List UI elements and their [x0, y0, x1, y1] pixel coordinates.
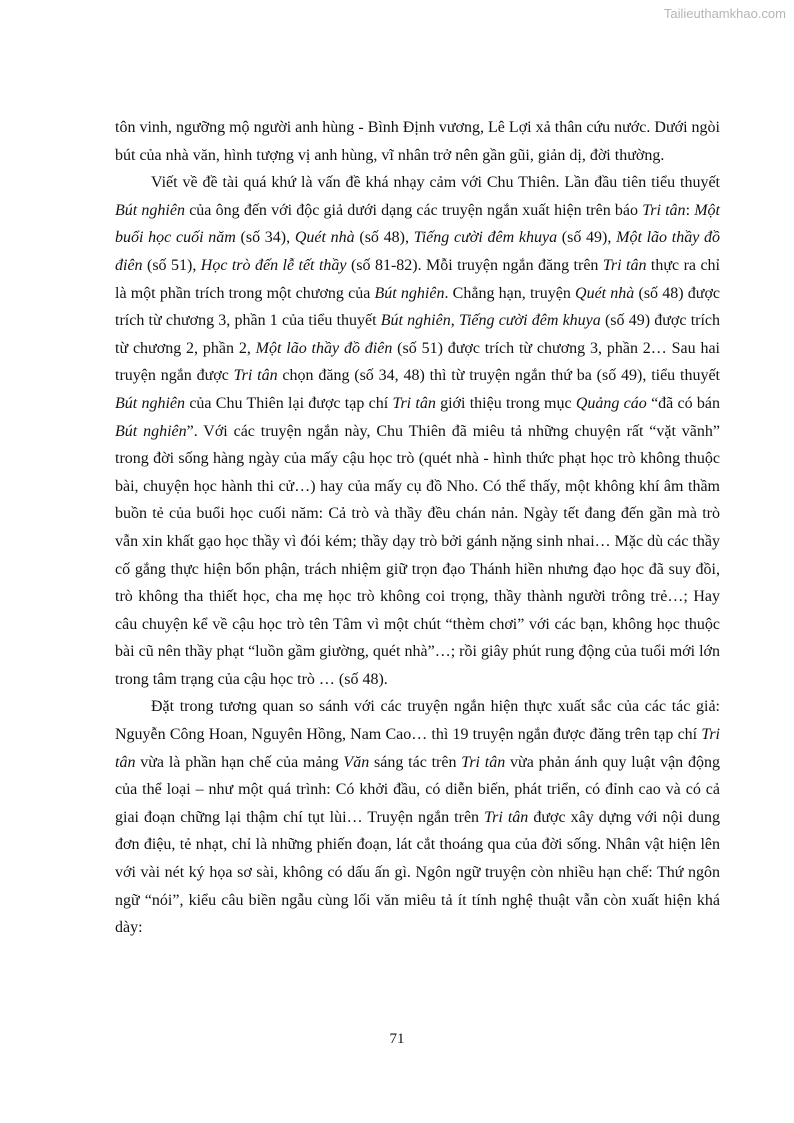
- text-run: chọn đăng (số 34, 48) thì từ truyện ngắn thứ ba (số 49), tiểu thuyết: [277, 367, 720, 385]
- text-run: (số 49),: [557, 229, 617, 247]
- text-run: . Chẳng hạn, truyện: [444, 284, 576, 302]
- body-text: [115, 114, 720, 942]
- italic-title: Bút nghiên: [374, 284, 445, 302]
- text-run: giới thiệu trong mục: [435, 394, 576, 412]
- text-run: Viết về đề tài quá khứ là vấn đề khá nhạy cảm với Chu Thiên. Lần đầu tiên tiểu thuyết: [151, 174, 720, 192]
- italic-title: Tri tân: [233, 367, 278, 385]
- text-run: vừa phản ánh quy luật vận động của thể loại – như một quá trình: Có khởi đầu, có diễn biến, phát triển, có đỉnh cao và có cả giai đoạn chững lại thậm chí tụt lùi… Truyện ngắn trên: [115, 753, 720, 826]
- italic-title: Bút nghiên: [115, 394, 186, 412]
- italic-title: Tiếng cười đêm khuya: [413, 229, 558, 247]
- italic-title: Bút nghiên: [115, 201, 185, 219]
- italic-title: Tri tân: [461, 753, 506, 771]
- text-run: (số 81-82). Mỗi truyện ngắn đăng trên: [346, 256, 603, 274]
- italic-title: Văn: [343, 753, 370, 771]
- italic-title: Quét nhà: [575, 284, 635, 302]
- italic-title: Tiếng cười đêm khuya: [458, 312, 601, 330]
- italic-title: Một lão thầy đồ điên: [255, 339, 393, 357]
- text-run: của ông đến với độc giả dưới dạng các truyện ngắn xuất hiện trên báo: [184, 201, 643, 219]
- text-run: (số 48) được trích từ chương 3, phần 1 của tiểu thuyết: [115, 284, 721, 330]
- italic-title: Tri tân: [484, 808, 529, 826]
- text-run: “đã có bán: [646, 394, 721, 412]
- italic-title: Tri tân: [115, 726, 720, 771]
- page-number: 71: [389, 1031, 405, 1047]
- italic-title: Học trò đến lễ tết thầy: [200, 256, 347, 274]
- italic-title: Quảng cáo: [575, 394, 647, 412]
- text-run: vừa là phần hạn chế của mảng: [135, 753, 344, 771]
- paragraph: [115, 693, 720, 941]
- italic-title: Tri tân: [602, 256, 647, 274]
- italic-title: Một lão thầy đồ điên: [115, 229, 721, 274]
- text-run: tôn vinh, ngưỡng mộ người anh hùng - Bình Định vương, Lê Lợi xả thân cứu nước. Dưới ngòi bút của nhà văn, hình tượng vị anh hùng, vĩ nhân trở nên gần gũi, giản dị, đời thường.: [115, 119, 720, 164]
- italic-title: Tri tân: [642, 201, 686, 219]
- text-run: :: [685, 201, 695, 219]
- text-run: của Chu Thiên lại được tạp chí: [185, 394, 393, 412]
- italic-title: Tri tân: [392, 394, 436, 412]
- watermark-text: Tailieuthamkhao.com: [663, 6, 786, 21]
- text-run: được xây dựng với nội dung đơn điệu, tẻ nhạt, chỉ là những phiến đoạn, lát cắt thoáng qua của đời sống. Nhân vật hiện lên với vài nét ký họa sơ sài, không có dấu ấn gì. Ngôn ngữ truyện còn nhiều hạn chế: Thứ ngôn ngữ “nói”, kiểu câu biền ngẫu cùng lối văn miêu tả ít tính nghệ thuật vẫn còn xuất hiện khá dày:: [115, 808, 720, 937]
- text-run: sáng tác trên: [369, 753, 462, 771]
- paragraph: [115, 114, 720, 169]
- text-run: (số 48),: [354, 229, 414, 247]
- italic-title: Một buổi học cuối năm: [115, 201, 720, 247]
- italic-title: Bút nghiên: [115, 422, 187, 440]
- text-run: (số 49) được trích từ chương 2, phần 2,: [115, 312, 721, 357]
- italic-title: Bút nghiên: [380, 312, 451, 330]
- text-run: (số 51) được trích từ chương 3, phần 2… Sau hai truyện ngắn được: [115, 339, 721, 385]
- text-run: thực ra chỉ là một phần trích trong một chương của: [115, 256, 720, 302]
- text-run: ”. Với các truyện ngắn này, Chu Thiên đã miêu tả những chuyện rất “vặt vãnh” trong đời sống hàng ngày của mấy cậu học trò (quét nhà - hình thức phạt học trò không thuộc bài, chuyện học hành thi cử…) hay của mấy cụ đồ Nho. Có thể thấy, một không khí âm thầm buồn tẻ của buổi học cuối năm: Cả trò và thầy đều chán nản. Ngày tết đang đến gần mà trò vẫn xin khất gạo học thầy vì đói kém; thầy dạy trò bởi gánh nặng sinh nhai… Mặc dù các thầy cố gắng thực hiện bổn phận, trách nhiệm giữ trọn đạo Thánh hiền nhưng đạo học đã suy đồi, trò không tha thiết học, cha mẹ học trò không coi trọng, thầy thành người trông trẻ…; Hay câu chuyện kể về cậu học trò tên Tâm vì một chút “thèm chơi” với các bạn, không học thuộc bài cũ nên thầy phạt “luồn gầm giường, quét nhà”…; rồi giây phút rung động của tuổi mới lớn trong tâm trạng của cậu học trò … (số 48).: [115, 422, 721, 688]
- paragraph: [115, 169, 720, 693]
- text-run: (số 51),: [142, 256, 201, 274]
- text-run: (số 34),: [235, 229, 295, 247]
- italic-title: Quét nhà: [294, 229, 355, 247]
- text-run: Đặt trong tương quan so sánh với các truyện ngắn hiện thực xuất sắc của các tác giả: Nguyễn Công Hoan, Nguyên Hồng, Nam Cao… thì 19 truyện ngắn được đăng trên tạp chí: [115, 698, 720, 744]
- text-run: ,: [450, 312, 459, 330]
